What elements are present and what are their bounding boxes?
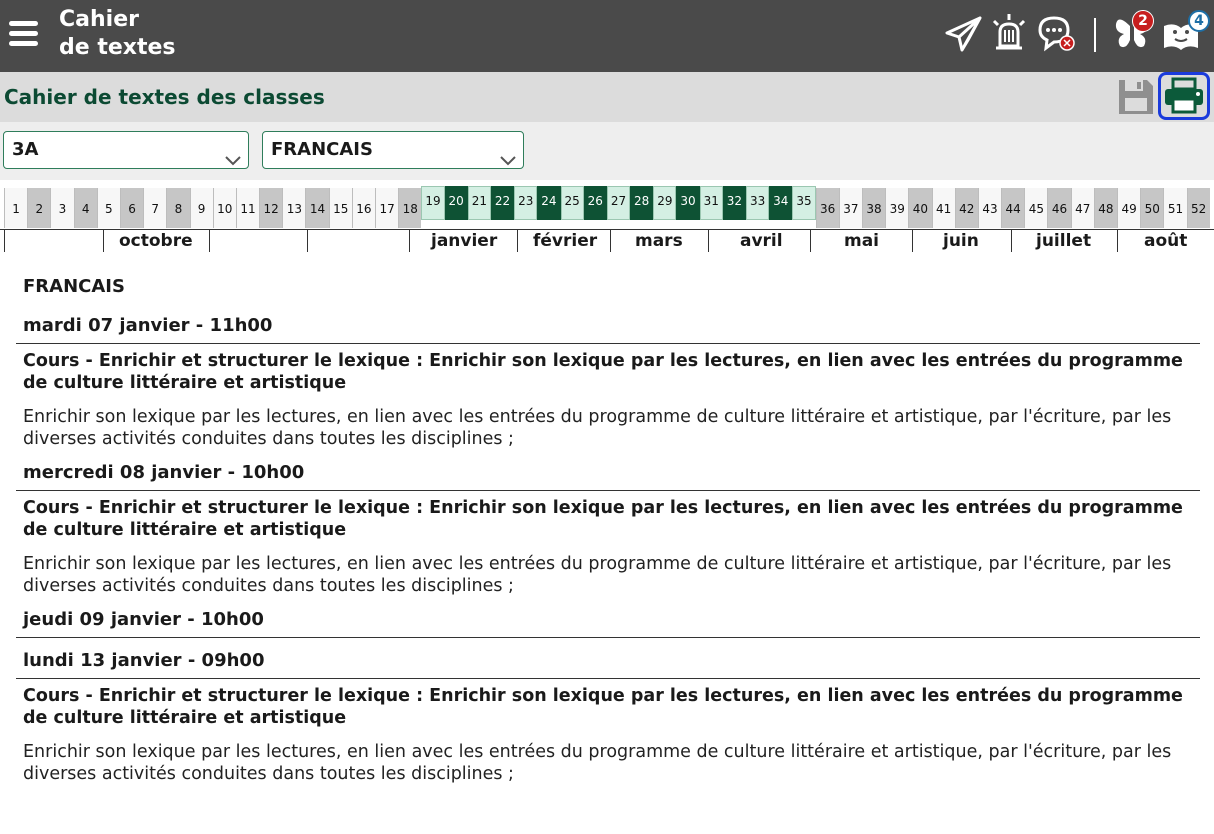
app-title-line2: de textes	[59, 35, 176, 60]
week-cell[interactable]: 49	[1117, 188, 1140, 228]
paper-plane-icon[interactable]	[942, 12, 986, 56]
month-label[interactable]: mai	[844, 231, 880, 251]
week-cell[interactable]: 38	[862, 188, 885, 228]
week-cell[interactable]: 8	[166, 188, 189, 228]
subject-select[interactable]	[262, 131, 524, 169]
page-title: Cahier de textes des classes	[4, 85, 325, 109]
month-divider	[912, 230, 913, 252]
week-cell[interactable]: 37	[839, 188, 862, 228]
week-cell[interactable]: 27	[607, 186, 630, 220]
week-cell[interactable]: 48	[1094, 188, 1117, 228]
butterfly-badge: 2	[1132, 10, 1154, 32]
week-cell[interactable]: 35	[792, 186, 815, 220]
week-cell[interactable]: 34	[769, 186, 792, 220]
month-divider	[708, 230, 709, 252]
chevron-down-icon	[224, 144, 242, 180]
butterfly-icon[interactable]	[1110, 12, 1154, 56]
week-cell[interactable]: 33	[746, 186, 769, 220]
week-cell[interactable]: 1	[4, 188, 27, 228]
month-divider	[4, 230, 5, 252]
week-cell[interactable]: 44	[1001, 188, 1024, 228]
week-cell[interactable]: 51	[1163, 188, 1186, 228]
week-cell[interactable]: 43	[978, 188, 1001, 228]
week-cell[interactable]: 16	[352, 188, 375, 228]
subject-select-value: FRANCAIS	[271, 139, 373, 160]
week-cell[interactable]: 4	[74, 188, 97, 228]
month-label[interactable]: mars	[635, 231, 683, 251]
week-cell[interactable]: 15	[329, 188, 352, 228]
menu-icon[interactable]	[9, 21, 38, 47]
lesson-description: Enrichir son lexique par les lectures, en lien avec les entrées du programme de culture littéraire et artistique, par l'écriture, par les diverses activités conduites dans toutes les disciplines ;	[23, 554, 1172, 596]
week-cell[interactable]: 21	[468, 186, 491, 220]
month-divider	[307, 230, 308, 252]
lesson-description: Enrichir son lexique par les lectures, en lien avec les entrées du programme de culture littéraire et artistique, par l'écriture, par les diverses activités conduites dans toutes les disciplines ;	[23, 742, 1172, 784]
session-date: mardi 07 janvier - 11h00	[16, 315, 1200, 344]
week-cell[interactable]: 11	[236, 188, 259, 228]
lesson-title[interactable]: Cours - Enrichir et structurer le lexique : Enrichir son lexique par les lectures, en lien avec les entrées du programme de culture littéraire et artistique	[23, 498, 1183, 540]
month-label[interactable]: octobre	[119, 231, 193, 251]
week-cell[interactable]: 29	[653, 186, 676, 220]
month-label[interactable]: janvier	[431, 231, 498, 251]
week-cell[interactable]: 6	[120, 188, 143, 228]
week-cell[interactable]: 17	[375, 188, 398, 228]
week-cell[interactable]: 14	[305, 188, 328, 228]
week-cell[interactable]: 31	[700, 186, 723, 220]
week-cell[interactable]: 2	[27, 188, 50, 228]
week-cell[interactable]: 36	[816, 188, 839, 228]
week-cell[interactable]: 20	[445, 186, 468, 220]
week-cell[interactable]: 24	[537, 186, 560, 220]
week-cell[interactable]: 42	[955, 188, 978, 228]
month-label[interactable]: juin	[943, 231, 979, 251]
month-label[interactable]: août	[1144, 231, 1188, 251]
week-strip	[4, 188, 1214, 228]
month-divider	[810, 230, 811, 252]
week-cell[interactable]: 10	[213, 188, 236, 228]
week-cell[interactable]: 7	[143, 188, 166, 228]
week-cell[interactable]: 9	[190, 188, 213, 228]
top-bar	[0, 0, 1214, 72]
week-cell[interactable]: 12	[259, 188, 282, 228]
session-date: jeudi 09 janvier - 10h00	[16, 609, 1200, 638]
week-cell[interactable]: 47	[1071, 188, 1094, 228]
week-cell[interactable]: 28	[630, 186, 653, 220]
week-cell[interactable]: 18	[398, 188, 421, 228]
week-cell[interactable]: 5	[97, 188, 120, 228]
lesson-title[interactable]: Cours - Enrichir et structurer le lexique : Enrichir son lexique par les lectures, en lien avec les entrées du programme de culture littéraire et artistique	[23, 686, 1183, 728]
month-divider	[610, 230, 611, 252]
class-select-value: 3A	[12, 139, 39, 160]
session-date: lundi 13 janvier - 09h00	[16, 650, 1200, 679]
month-divider	[517, 230, 518, 252]
session-entry	[16, 462, 1200, 597]
month-divider	[1117, 230, 1118, 252]
week-cell[interactable]: 23	[514, 186, 537, 220]
month-label[interactable]: février	[533, 231, 598, 251]
month-divider	[409, 230, 410, 252]
week-cell[interactable]: 30	[676, 186, 699, 220]
subject-heading: FRANCAIS	[23, 276, 125, 297]
week-cell[interactable]: 41	[932, 188, 955, 228]
week-cell[interactable]: 46	[1047, 188, 1070, 228]
month-divider	[1011, 230, 1012, 252]
alarm-siren-icon[interactable]	[988, 12, 1032, 56]
week-cell[interactable]: 39	[885, 188, 908, 228]
week-cell[interactable]: 13	[282, 188, 305, 228]
chevron-down-icon	[499, 144, 517, 180]
app-title	[59, 6, 176, 62]
print-button[interactable]	[1158, 72, 1210, 120]
lesson-title[interactable]: Cours - Enrichir et structurer le lexique : Enrichir son lexique par les lectures, en lien avec les entrées du programme de culture littéraire et artistique	[23, 351, 1183, 393]
chat-disabled-icon[interactable]	[1034, 12, 1078, 56]
lesson-description: Enrichir son lexique par les lectures, en lien avec les entrées du programme de culture littéraire et artistique, par l'écriture, par les diverses activités conduites dans toutes les disciplines ;	[23, 407, 1172, 449]
week-cell[interactable]: 52	[1187, 188, 1210, 228]
month-divider	[103, 230, 104, 252]
floppy-disk-icon	[1117, 76, 1155, 122]
week-cell[interactable]: 45	[1024, 188, 1047, 228]
session-entry	[16, 315, 1200, 450]
save-button[interactable]	[1117, 76, 1155, 118]
app-title-line1: Cahier	[59, 7, 139, 32]
month-label[interactable]: avril	[740, 231, 783, 251]
content-area	[16, 273, 1200, 785]
printer-icon	[1161, 75, 1207, 121]
week-cell[interactable]: 22	[491, 186, 514, 220]
week-cell[interactable]: 25	[561, 186, 584, 220]
month-divider	[209, 230, 210, 252]
month-label[interactable]: juillet	[1036, 231, 1092, 251]
session-entry	[16, 609, 1200, 638]
week-cell[interactable]: 26	[584, 186, 607, 220]
week-cell[interactable]: 40	[908, 188, 931, 228]
week-cell[interactable]: 19	[421, 186, 444, 220]
week-cell[interactable]: 3	[50, 188, 73, 228]
week-cell[interactable]: 50	[1140, 188, 1163, 228]
reading-book-icon[interactable]	[1160, 12, 1204, 56]
session-date: mercredi 08 janvier - 10h00	[16, 462, 1200, 491]
class-select[interactable]	[3, 131, 249, 169]
session-entry	[16, 650, 1200, 785]
top-separator	[1094, 18, 1096, 52]
month-row	[0, 229, 1214, 253]
book-badge: 4	[1188, 10, 1210, 32]
page-header	[0, 72, 1214, 122]
week-cell[interactable]: 32	[723, 186, 746, 220]
